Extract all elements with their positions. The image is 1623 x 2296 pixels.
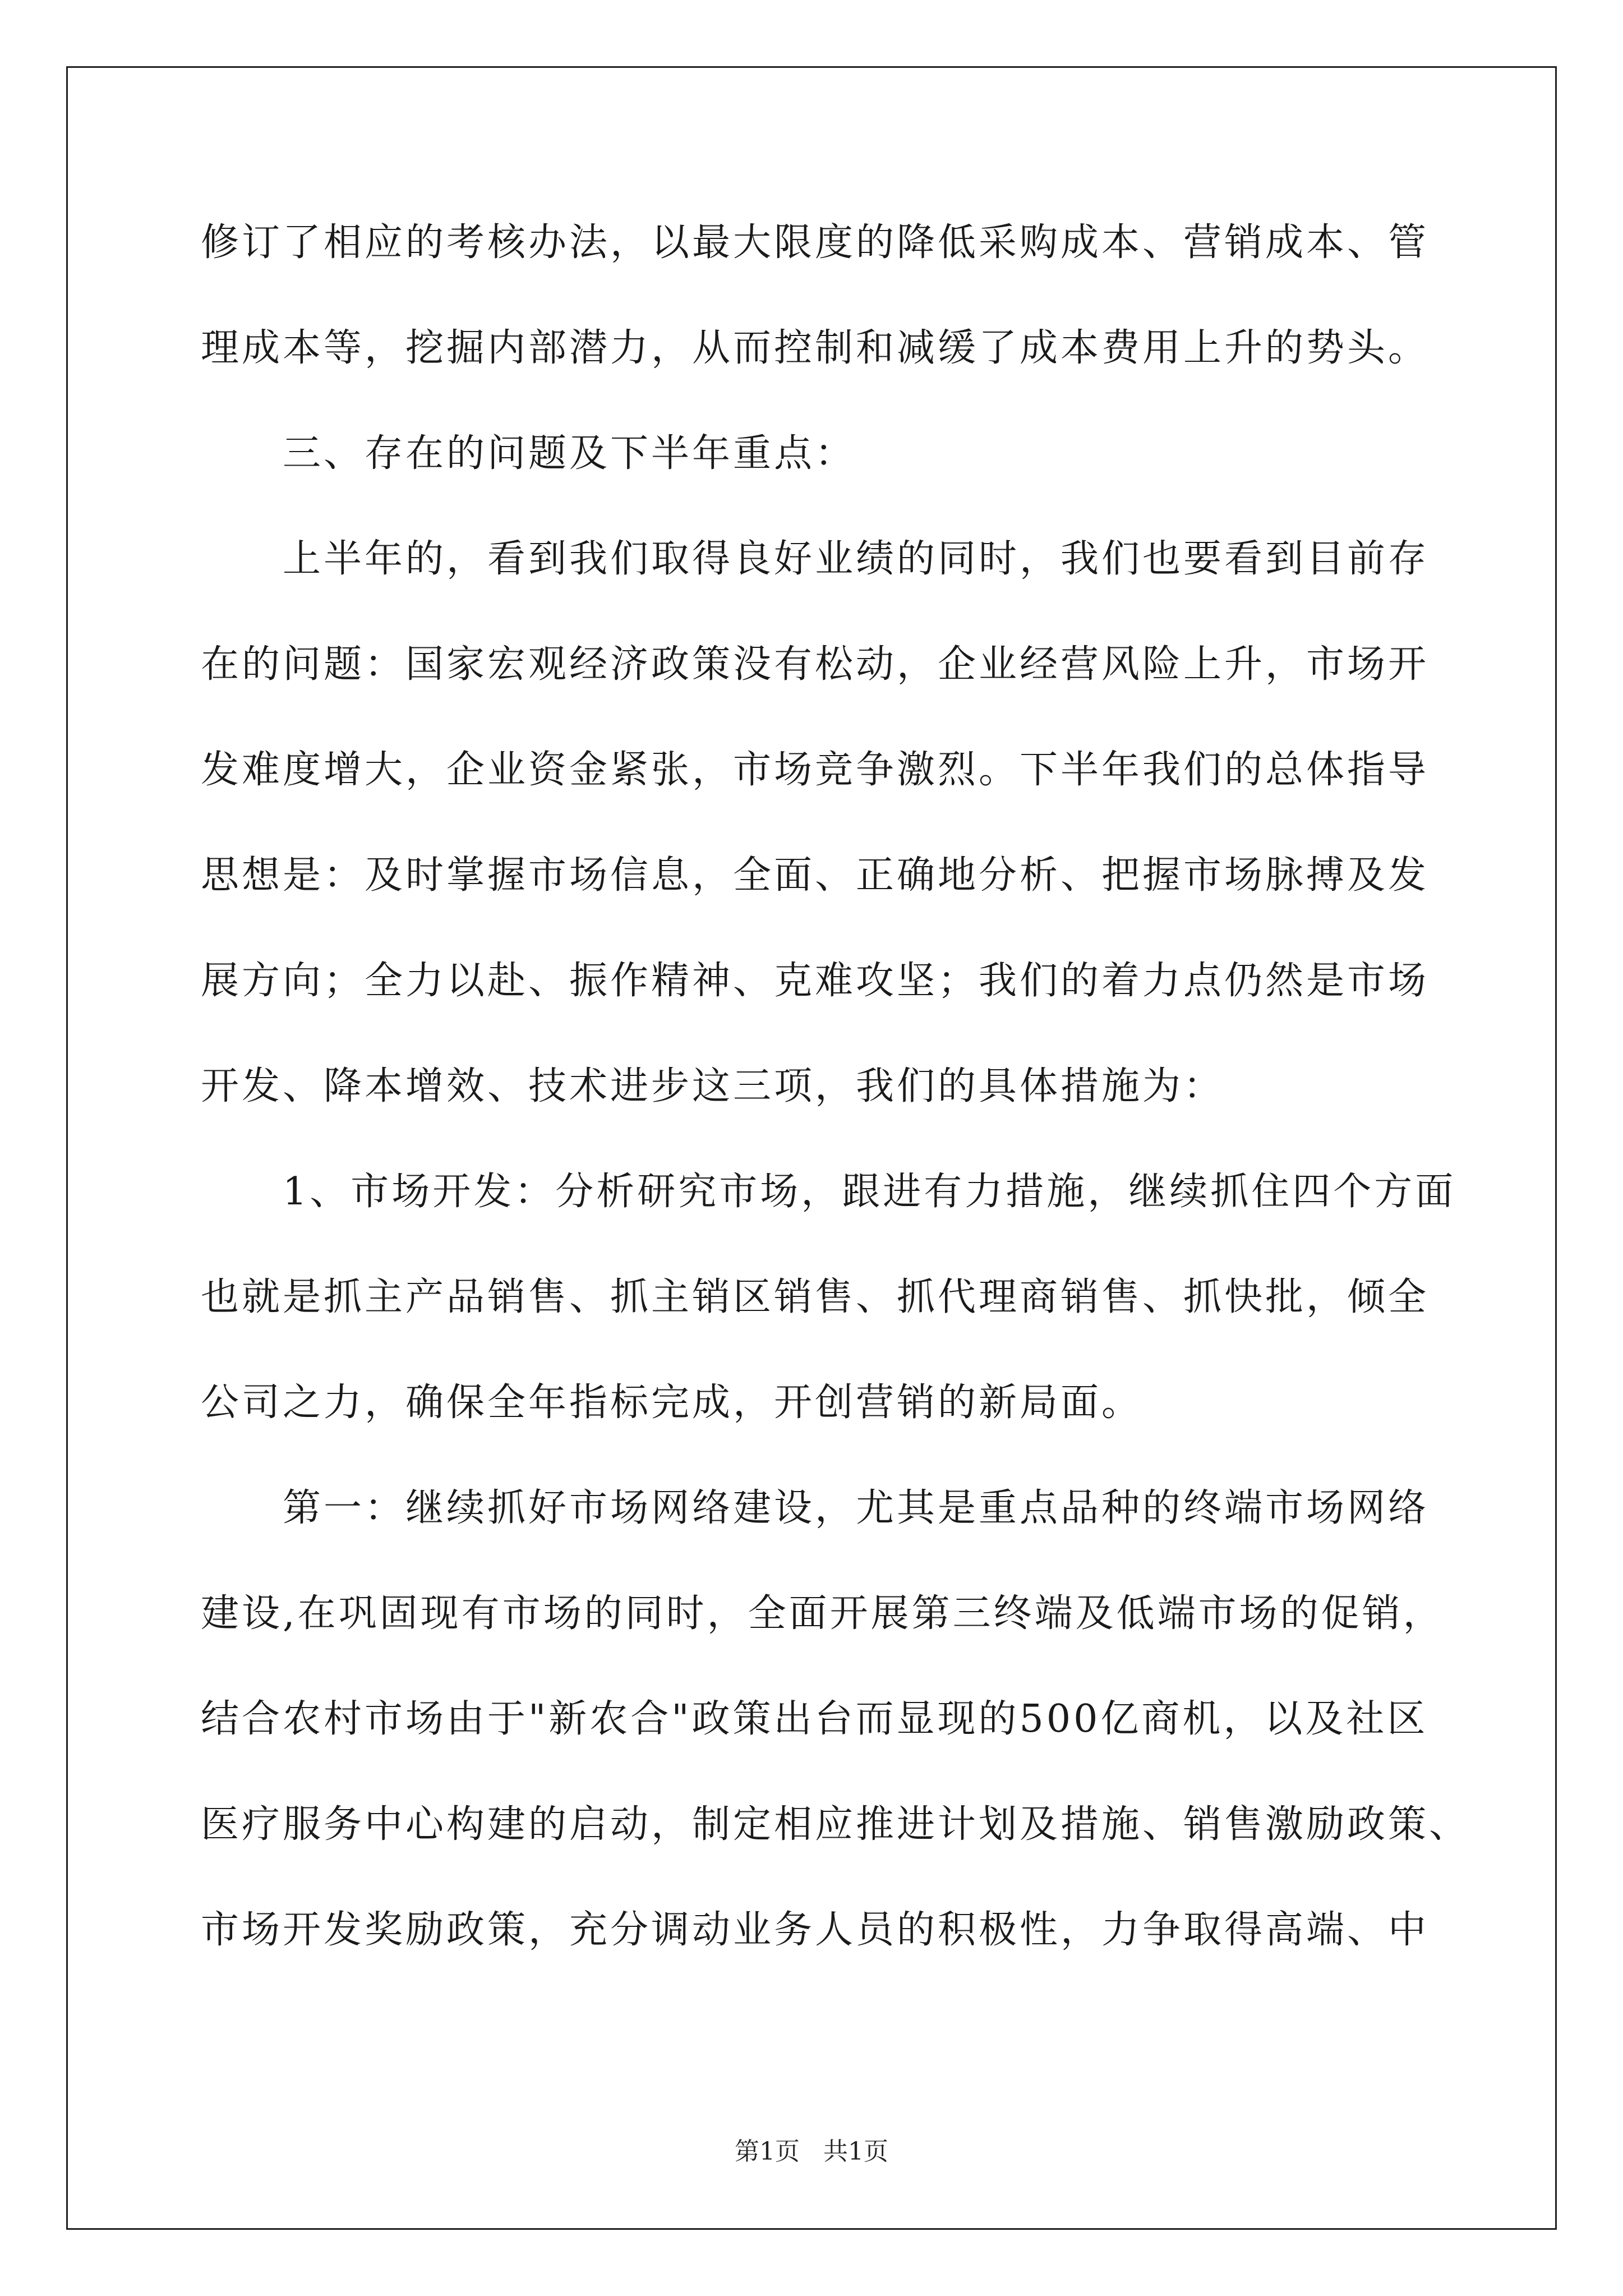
- text-line: 展方向；全力以赴、振作精神、克难攻坚；我们的着力点仍然是市场: [201, 959, 1430, 1003]
- text-line: 发难度增大，企业资金紧张，市场竞争激烈。下半年我们的总体指导: [201, 748, 1430, 792]
- text-line: 在的问题：国家宏观经济政策没有松动，企业经营风险上升，市场开: [201, 642, 1430, 687]
- text-line: 医疗服务中心构建的启动，制定相应推进计划及措施、销售激励政策、: [201, 1802, 1470, 1847]
- page-number-footer: 第1页 共1页: [735, 2137, 888, 2166]
- document-body: [201, 216, 1470, 2009]
- text-line: 思想是：及时掌握市场信息，全面、正确地分析、把握市场脉搏及发: [201, 853, 1430, 898]
- text-line: 理成本等，挖掘内部潜力，从而控制和减缓了成本费用上升的势头。: [201, 326, 1430, 370]
- text-line: 也就是抓主产品销售、抓主销区销售、抓代理商销售、抓快批，倾全: [201, 1275, 1430, 1319]
- text-line: 第一：继续抓好市场网络建设，尤其是重点品种的终端市场网络: [283, 1486, 1430, 1530]
- text-line: 公司之力，确保全年指标完成，开创营销的新局面。: [201, 1381, 1143, 1425]
- text-line: 上半年的，看到我们取得良好业绩的同时，我们也要看到目前存: [283, 537, 1430, 581]
- text-line: 修订了相应的考核办法，以最大限度的降低采购成本、营销成本、管: [201, 220, 1430, 265]
- text-line: 1、市场开发：分析研究市场，跟进有力措施，继续抓住四个方面: [283, 1170, 1456, 1214]
- text-line: 结合农村市场由于"新农合"政策出台而显现的500亿商机，以及社区: [201, 1697, 1428, 1741]
- section-heading: 三、存在的问题及下半年重点：: [283, 431, 856, 476]
- text-line: 开发、降本增效、技术进步这三项，我们的具体措施为：: [201, 1064, 1225, 1108]
- text-line: 市场开发奖励政策，充分调动业务人员的积极性，力争取得高端、中: [201, 1908, 1430, 1952]
- text-line: 建设,在巩固现有市场的同时，全面开展第三终端及低端市场的促销，: [201, 1591, 1444, 1636]
